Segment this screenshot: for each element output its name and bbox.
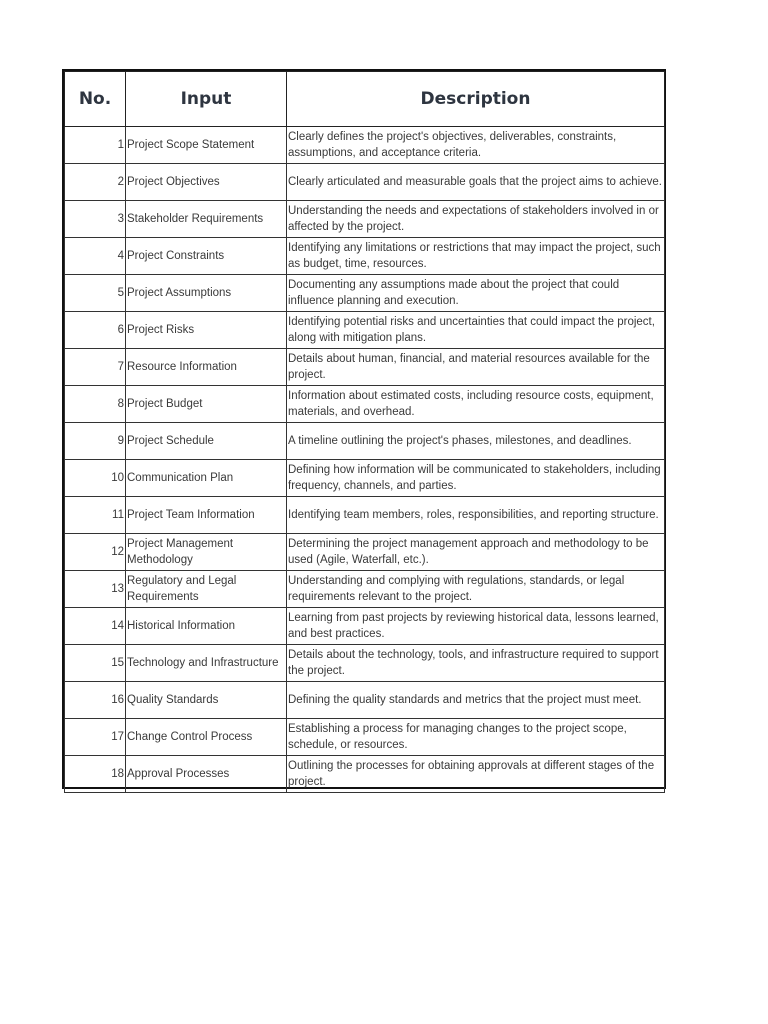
row-number-cell: 1 <box>65 127 126 164</box>
row-number-cell: 5 <box>65 275 126 312</box>
row-input-cell: Project Budget <box>126 386 287 423</box>
row-number-cell: 13 <box>65 571 126 608</box>
row-number-cell: 2 <box>65 164 126 201</box>
table-row <box>65 349 665 386</box>
row-number-cell: 14 <box>65 608 126 645</box>
row-description-cell: Understanding and complying with regulations, standards, or legal requirements relevant to the project. <box>287 571 665 608</box>
row-input-cell: Change Control Process <box>126 719 287 756</box>
row-input-cell: Resource Information <box>126 349 287 386</box>
row-description-cell: Identifying any limitations or restrictions that may impact the project, such as budget, time, resources. <box>287 238 665 275</box>
column-header-no: No. <box>65 72 126 127</box>
table-row <box>65 127 665 164</box>
row-input-cell: Regulatory and Legal Requirements <box>126 571 287 608</box>
row-input-cell: Project Assumptions <box>126 275 287 312</box>
row-description-cell: Identifying potential risks and uncertainties that could impact the project, along with mitigation plans. <box>287 312 665 349</box>
row-description-cell: Details about the technology, tools, and infrastructure required to support the project. <box>287 645 665 682</box>
row-input-cell: Quality Standards <box>126 682 287 719</box>
row-input-cell: Project Scope Statement <box>126 127 287 164</box>
row-description-cell: Outlining the processes for obtaining approvals at different stages of the project. <box>287 756 665 793</box>
table-row <box>65 608 665 645</box>
row-input-cell: Project Management Methodology <box>126 534 287 571</box>
row-input-cell: Project Objectives <box>126 164 287 201</box>
table-row <box>65 386 665 423</box>
row-number-cell: 12 <box>65 534 126 571</box>
row-number-cell: 10 <box>65 460 126 497</box>
row-input-cell: Approval Processes <box>126 756 287 793</box>
row-number-cell: 4 <box>65 238 126 275</box>
table-row <box>65 497 665 534</box>
row-description-cell: Determining the project management approach and methodology to be used (Agile, Waterfall, etc.). <box>287 534 665 571</box>
column-header-description: Description <box>287 72 665 127</box>
row-input-cell: Project Risks <box>126 312 287 349</box>
table-row <box>65 275 665 312</box>
row-input-cell: Stakeholder Requirements <box>126 201 287 238</box>
row-description-cell: Defining how information will be communicated to stakeholders, including frequency, channels, and parties. <box>287 460 665 497</box>
table-row <box>65 534 665 571</box>
row-description-cell: Learning from past projects by reviewing historical data, lessons learned, and best practices. <box>287 608 665 645</box>
row-input-cell: Historical Information <box>126 608 287 645</box>
row-number-cell: 9 <box>65 423 126 460</box>
table-row <box>65 164 665 201</box>
table-row <box>65 238 665 275</box>
table-row <box>65 201 665 238</box>
row-number-cell: 18 <box>65 756 126 793</box>
row-number-cell: 8 <box>65 386 126 423</box>
row-number-cell: 3 <box>65 201 126 238</box>
row-number-cell: 7 <box>65 349 126 386</box>
project-inputs-table <box>64 71 665 793</box>
row-number-cell: 6 <box>65 312 126 349</box>
row-input-cell: Project Constraints <box>126 238 287 275</box>
row-number-cell: 15 <box>65 645 126 682</box>
row-description-cell: Information about estimated costs, including resource costs, equipment, materials, and overhead. <box>287 386 665 423</box>
row-input-cell: Communication Plan <box>126 460 287 497</box>
table-row <box>65 423 665 460</box>
inputs-table-frame <box>62 69 666 789</box>
row-description-cell: Defining the quality standards and metrics that the project must meet. <box>287 682 665 719</box>
row-input-cell: Technology and Infrastructure <box>126 645 287 682</box>
row-description-cell: Establishing a process for managing changes to the project scope, schedule, or resources. <box>287 719 665 756</box>
table-row <box>65 645 665 682</box>
row-description-cell: Documenting any assumptions made about the project that could influence planning and execution. <box>287 275 665 312</box>
table-row <box>65 756 665 793</box>
table-row <box>65 719 665 756</box>
row-number-cell: 11 <box>65 497 126 534</box>
row-description-cell: Understanding the needs and expectations of stakeholders involved in or affected by the project. <box>287 201 665 238</box>
table-row <box>65 312 665 349</box>
row-number-cell: 16 <box>65 682 126 719</box>
row-input-cell: Project Schedule <box>126 423 287 460</box>
column-header-input: Input <box>126 72 287 127</box>
table-row <box>65 571 665 608</box>
table-row <box>65 460 665 497</box>
row-input-cell: Project Team Information <box>126 497 287 534</box>
table-header-row <box>65 72 665 127</box>
row-description-cell: Details about human, financial, and material resources available for the project. <box>287 349 665 386</box>
row-description-cell: Clearly articulated and measurable goals that the project aims to achieve. <box>287 164 665 201</box>
table-body <box>65 127 665 793</box>
table-row <box>65 682 665 719</box>
row-description-cell: A timeline outlining the project's phases, milestones, and deadlines. <box>287 423 665 460</box>
row-description-cell: Identifying team members, roles, responsibilities, and reporting structure. <box>287 497 665 534</box>
row-number-cell: 17 <box>65 719 126 756</box>
row-description-cell: Clearly defines the project's objectives, deliverables, constraints, assumptions, and acceptance criteria. <box>287 127 665 164</box>
